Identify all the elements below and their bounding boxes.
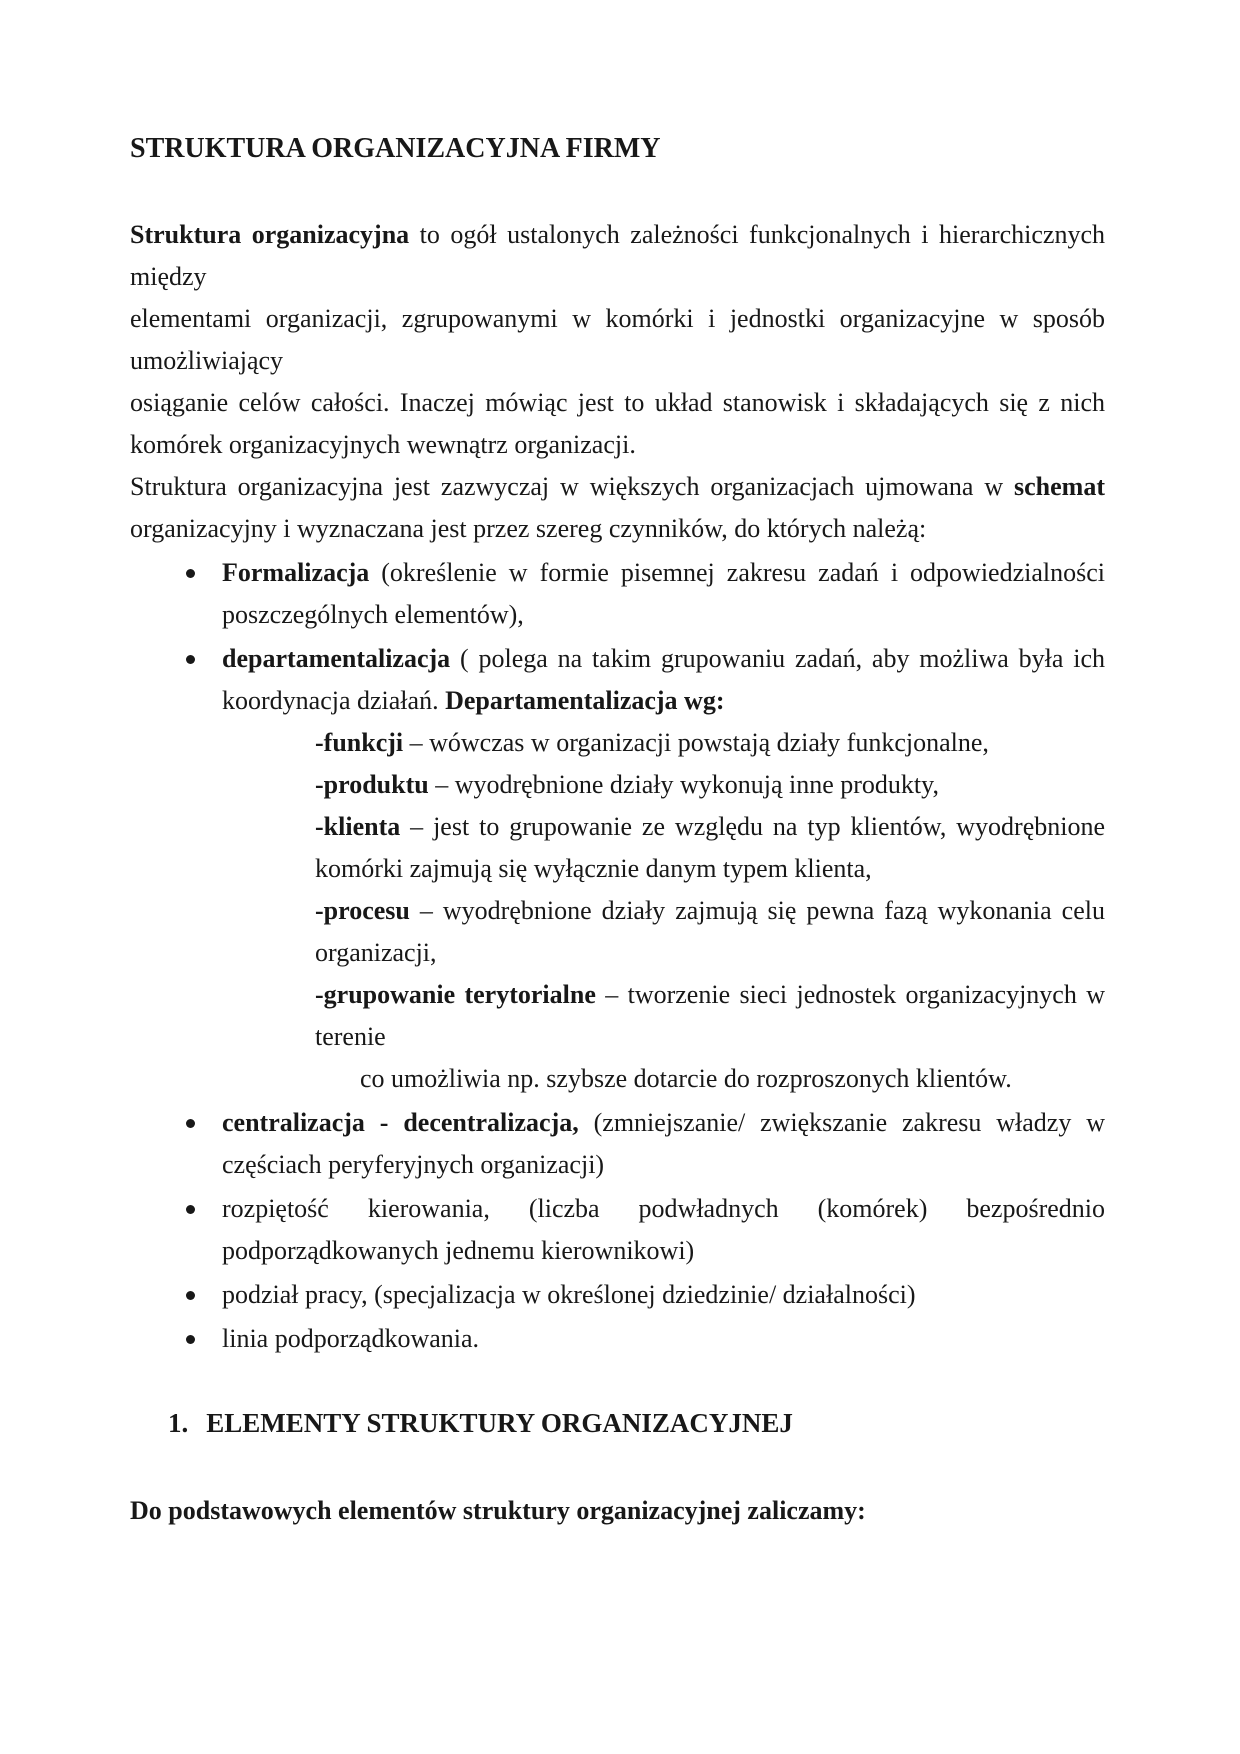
bullet1-line-2: poszczególnych elementów), [222,600,524,629]
bullet4-line-1: rozpiętość kierowania, (liczba podwładnych (komórek) bezpośrednio [222,1194,1105,1223]
bullet2-text: ( polega na takim grupowaniu zadań, aby możliwa była ich [450,644,1105,673]
sub-item-klienta-line-2: komórki zajmują się wyłącznie danym typem klienta, [315,854,872,883]
sub-item-klienta [315,806,1105,848]
sub-item-grupowanie-line-2: co umożliwia np. szybsze dotarcie do rozproszonych klientów. [360,1064,1012,1093]
intro-line-7 [130,466,1105,508]
intro-line-6: komórek organizacyjnych wewnątrz organizacji. [130,430,636,459]
bullet-item-formalizacja [130,552,1105,636]
intro-line-2: między [130,262,207,291]
bullet-marker [186,655,195,664]
intro-line-1-text: to ogół ustalonych zależności funkcjonalnych i hierarchicznych [409,220,1105,249]
intro-line-7-text: Struktura organizacyjna jest zazwyczaj w większych organizacjach ujmowana w [130,472,1015,501]
sub-item-funkcji [315,722,1105,764]
sub-item-grupowanie-text: – tworzenie sieci jednostek organizacyjnych w terenie [315,980,1105,1051]
bullet-item-linia [130,1318,1105,1360]
bullet-marker [186,569,195,578]
bullet2-line-1 [222,638,1105,680]
intro-line-8: organizacyjny i wyznaczana jest przez szereg czynników, do których należą: [130,514,927,543]
bullet3-line-2: częściach peryferyjnych organizacji) [222,1150,605,1179]
sub-item-funkcji-term: -funkcji [315,728,404,757]
bullet2-line-2-text: koordynacja działań. [222,686,446,715]
intro-paragraph [130,214,1105,550]
bullet3-term: centralizacja - decentralizacja, [222,1108,579,1137]
sub-item-grupowanie-term: -grupowanie terytorialne [315,980,596,1009]
bullet-marker [186,1291,195,1300]
bullet1-term: Formalizacja [222,558,370,587]
section-heading-1 [130,1402,1105,1444]
bullet2-term: departamentalizacja [222,644,451,673]
sub-item-klienta-text: – jest to grupowanie ze względu na typ klientów, wyodrębnione [400,812,1105,841]
bullet1-line-1 [222,552,1105,594]
intro-line-1 [130,214,1105,256]
closing-statement: Do podstawowych elementów struktury organizacyjnej zaliczamy: [130,1496,866,1525]
bullet2-line-2-bold: Departamentalizacja wg: [445,686,725,715]
section-heading-label: ELEMENTY STRUKTURY ORGANIZACYJNEJ [206,1408,793,1438]
sub-item-procesu-text: – wyodrębnione działy zajmują się pewna fazą wykonania celu [409,896,1105,925]
bullet3-line-1 [222,1102,1105,1144]
bullet-marker [186,1205,195,1214]
bullet6-line-1: linia podporządkowania. [222,1324,480,1353]
intro-line-5: osiąganie celów całości. Inaczej mówiąc jest to układ stanowisk i składających się z nich [130,388,1105,417]
section-heading-number: 1. [168,1408,189,1438]
sub-list-departamentalizacja [315,722,1105,1100]
bullet-marker [186,1119,195,1128]
bullet5-line-1: podział pracy, (specjalizacja w określonej dziedzinie/ działalności) [222,1280,916,1309]
document-title: STRUKTURA ORGANIZACYJNA FIRMY [130,133,661,164]
bullet1-text: (określenie w formie pisemnej zakresu zadań i odpowiedzialności [369,558,1105,587]
intro-line-4: umożliwiający [130,346,284,375]
sub-item-produktu [315,764,1105,806]
bullet-item-rozpietosc [130,1188,1105,1272]
bullet-marker [186,1335,195,1344]
bullet-item-centralizacja [130,1102,1105,1186]
sub-item-produktu-text: – wyodrębnione działy wykonują inne produkty, [428,770,939,799]
sub-item-procesu-line-2: organizacji, [315,938,437,967]
intro-line-1-bold: Struktura organizacyjna [130,220,410,249]
intro-line-7-bold: schemat [1014,472,1105,501]
sub-item-grupowanie [315,974,1105,1058]
sub-item-procesu [315,890,1105,932]
sub-item-procesu-term: -procesu [315,896,410,925]
bullet-item-podzial-pracy [130,1274,1105,1316]
sub-item-klienta-term: -klienta [315,812,401,841]
intro-line-3: elementami organizacji, zgrupowanymi w komórki i jednostki organizacyjne w sposób [130,304,1105,333]
bullet4-line-2: podporządkowanych jednemu kierownikowi) [222,1236,695,1265]
bullet2-line-2 [222,680,1105,722]
bullet3-text: (zmniejszanie/ zwiększanie zakresu władzy w [578,1108,1105,1137]
bullet-item-departamentalizacja [130,638,1105,722]
sub-item-funkcji-text: – wówczas w organizacji powstają działy funkcjonalne, [403,728,989,757]
sub-item-produktu-term: -produktu [315,770,429,799]
